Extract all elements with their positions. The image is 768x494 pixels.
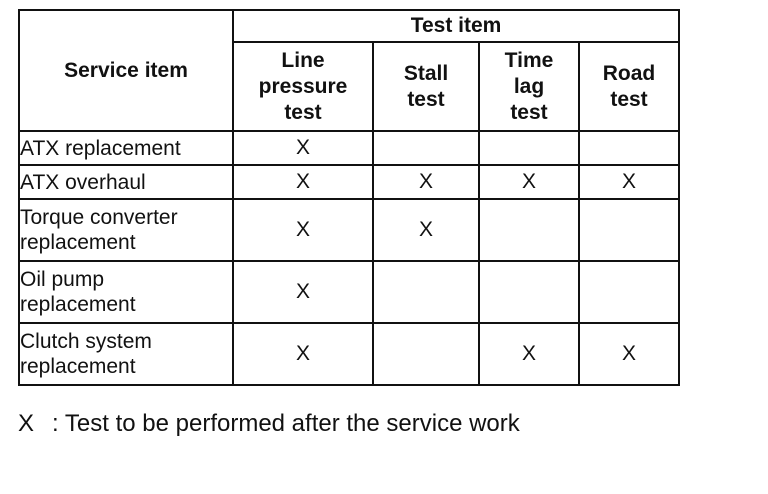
- service-item-line: ATX overhaul: [20, 170, 146, 194]
- test-header-line: Time: [504, 48, 554, 72]
- test-mark-cell: X: [233, 261, 373, 323]
- service-item-line: ATX replacement: [20, 136, 181, 160]
- test-mark-cell: [479, 261, 579, 323]
- test-mark-cell: [479, 131, 579, 165]
- test-mark-cell: [579, 131, 679, 165]
- test-header-road: [579, 42, 679, 131]
- service-item-cell: [19, 199, 233, 261]
- service-item-line: replacement: [20, 293, 136, 316]
- service-item-cell: [19, 323, 233, 385]
- test-header-stall: [373, 42, 479, 131]
- test-header-line: test: [610, 87, 648, 111]
- service-item-cell: [19, 131, 233, 165]
- test-mark-cell: [579, 261, 679, 323]
- test-header-line: test: [407, 87, 445, 111]
- test-item-header: Test item: [233, 10, 679, 42]
- service-item-line: replacement: [20, 231, 136, 254]
- service-item-header: Service item: [19, 10, 233, 131]
- table-row: [19, 199, 679, 261]
- test-header-line: Stall: [403, 61, 449, 85]
- service-item-line: Oil pump: [20, 268, 105, 291]
- service-item-cell: [19, 261, 233, 323]
- table-row: [19, 131, 679, 165]
- test-header-line: Road: [602, 61, 656, 85]
- test-header-line: pressure: [258, 74, 348, 98]
- test-mark-cell: [373, 323, 479, 385]
- test-header-line: test: [284, 100, 322, 124]
- test-mark-cell: X: [479, 165, 579, 199]
- legend-text: : Test to be performed after the service work: [52, 410, 520, 437]
- table-row: [19, 323, 679, 385]
- test-mark-cell: [373, 131, 479, 165]
- legend-symbol: X: [18, 410, 35, 437]
- service-item-cell: [19, 165, 233, 199]
- test-mark-cell: X: [373, 199, 479, 261]
- table-row: [19, 261, 679, 323]
- service-item-line: Clutch system: [20, 330, 152, 353]
- test-header-line: test: [510, 100, 548, 124]
- test-mark-cell: X: [579, 165, 679, 199]
- test-mark-cell: X: [579, 323, 679, 385]
- test-header-time-lag: [479, 42, 579, 131]
- test-mark-cell: [373, 261, 479, 323]
- test-mark-cell: X: [233, 131, 373, 165]
- test-mark-cell: X: [233, 199, 373, 261]
- test-mark-cell: [479, 199, 579, 261]
- test-mark-cell: X: [479, 323, 579, 385]
- test-header-line-pressure: [233, 42, 373, 131]
- service-item-line: Torque converter: [20, 206, 178, 229]
- service-test-table: [18, 9, 680, 386]
- legend: [18, 410, 520, 438]
- test-mark-cell: [579, 199, 679, 261]
- test-mark-cell: X: [233, 165, 373, 199]
- test-header-line: lag: [513, 74, 545, 98]
- test-mark-cell: X: [233, 323, 373, 385]
- service-item-line: replacement: [20, 355, 136, 378]
- test-header-line: Line: [281, 48, 325, 72]
- table-row: [19, 165, 679, 199]
- test-mark-cell: X: [373, 165, 479, 199]
